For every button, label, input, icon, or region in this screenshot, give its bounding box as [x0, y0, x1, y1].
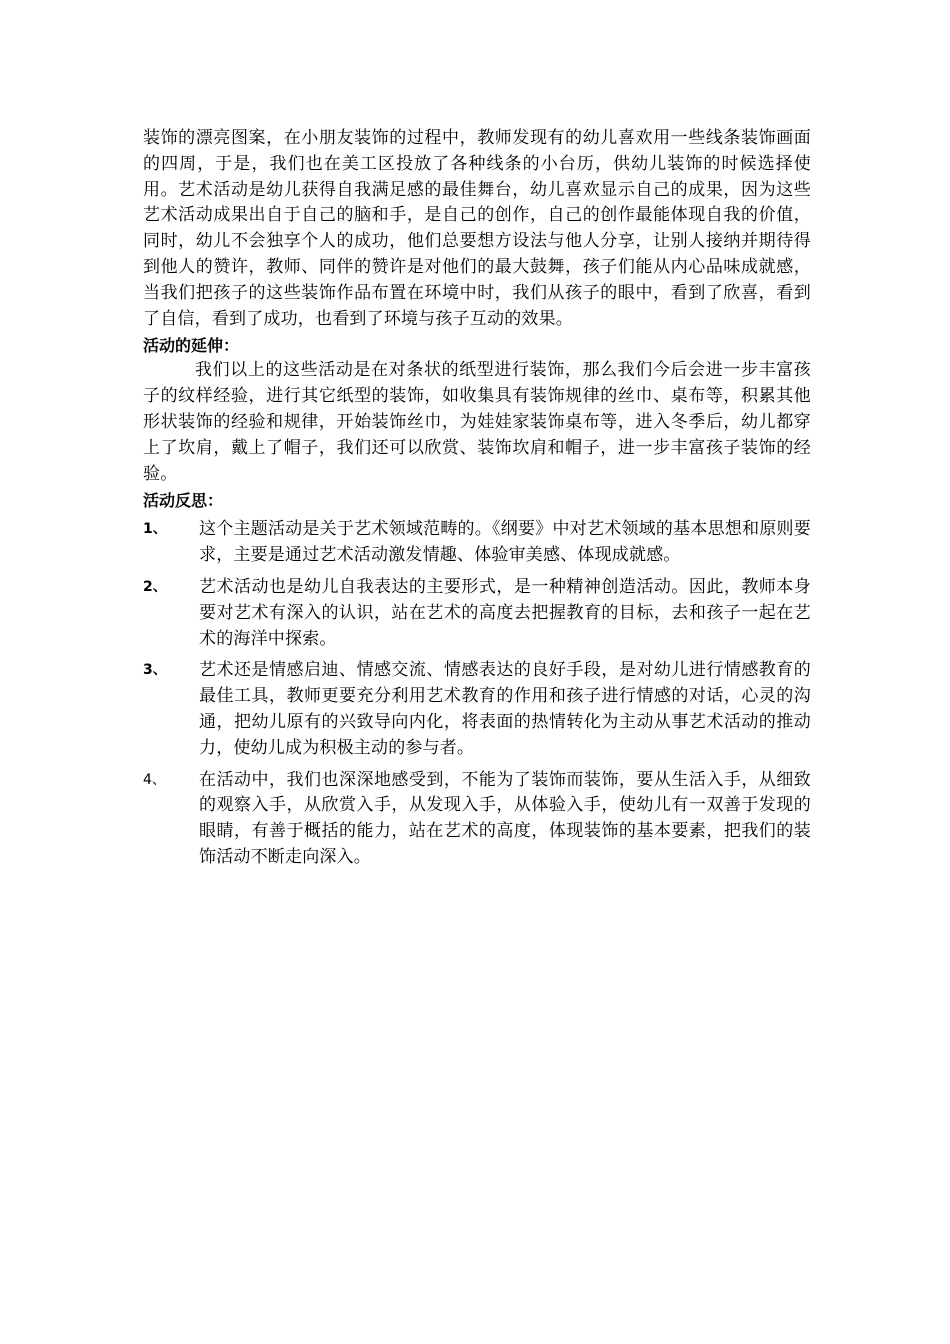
intro-paragraph: 装饰的漂亮图案，在小朋友装饰的过程中，教师发现有的幼儿喜欢用一些线条装饰画面的四周，于是，我们也在美工区投放了各种线条的小台历，供幼儿装饰的时候选择使用。艺术活动是幼儿获得自我满足感的最佳舞台，幼儿喜欢显示自己的成果，因为这些艺术活动成果出自于自己的脑和手，是自己的创作，自己的创作最能体现自我的价值，同时，幼儿不会独享个人的成功，他们总要想方设法与他人分享，让别人接纳并期待得到他人的赞许，教师、同伴的赞许是对他们的最大鼓舞，孩子们能从内心品味成就感，当我们把孩子的这些装饰作品布置在环境中时，我们从孩子的眼中，看到了欣喜，看到了自信，看到了成功，也看到了环境与孩子互动的效果。: [143, 128, 811, 329]
reflection-item-1: [143, 517, 811, 569]
reflection-item-text: 在活动中，我们也深深地感受到，不能为了装饰而装饰，要从生活入手，从细致的观察入手，从欣赏入手，从发现入手，从体验入手，使幼儿有一双善于发现的眼睛，有善于概括的能力，站在艺术的高度，体现装饰的基本要素，把我们的装饰活动不断走向深入。: [199, 769, 811, 867]
reflection-item-4: [143, 768, 811, 871]
reflection-item-3: [143, 658, 811, 761]
reflection-item-text: 这个主题活动是关于艺术领域范畴的。《纲要》中对艺术领域的基本思想和原则要求，主要是通过艺术活动激发情趣、体验审美感、体现成就感。: [199, 519, 811, 566]
reflection-item-2: [143, 575, 811, 652]
reflection-item-number: 3、: [143, 662, 167, 679]
reflection-item-text: 艺术还是情感启迪、情感交流、情感表达的良好手段，是对幼儿进行情感教育的最佳工具，教师更要充分利用艺术教育的作用和孩子进行情感的对话，心灵的沟通，把幼儿原有的兴致导向内化，将表面的热情转化为主动从事艺术活动的推动力，使幼儿成为积极主动的参与者。: [199, 660, 811, 758]
reflection-item-number: 4、: [143, 771, 166, 788]
reflection-list: [143, 517, 811, 870]
reflection-item-text: 艺术活动也是幼儿自我表达的主要形式，是一种精神创造活动。因此，教师本身要对艺术有深入的认识，站在艺术的高度去把握教育的目标，去和孩子一起在艺术的海洋中探索。: [199, 576, 811, 649]
extension-heading: 活动的延伸：: [143, 336, 240, 356]
reflection-item-number: 2、: [143, 578, 167, 595]
document-body: [143, 126, 811, 877]
extension-paragraph: 我们以上的这些活动是在对条状的纸型进行装饰，那么我们今后会进一步丰富孩子的纹样经验，进行其它纸型的装饰，如收集具有装饰规律的丝巾、桌布等，积累其他形状装饰的经验和规律，开始装饰丝巾，为娃娃家装饰桌布等，进入冬季后，幼儿都穿上了坎肩，戴上了帽子，我们还可以欣赏、装饰坎肩和帽子，进一步丰富孩子装饰的经验。: [143, 360, 811, 484]
reflection-heading: 活动反思：: [143, 491, 224, 511]
reflection-item-number: 1、: [143, 521, 167, 538]
